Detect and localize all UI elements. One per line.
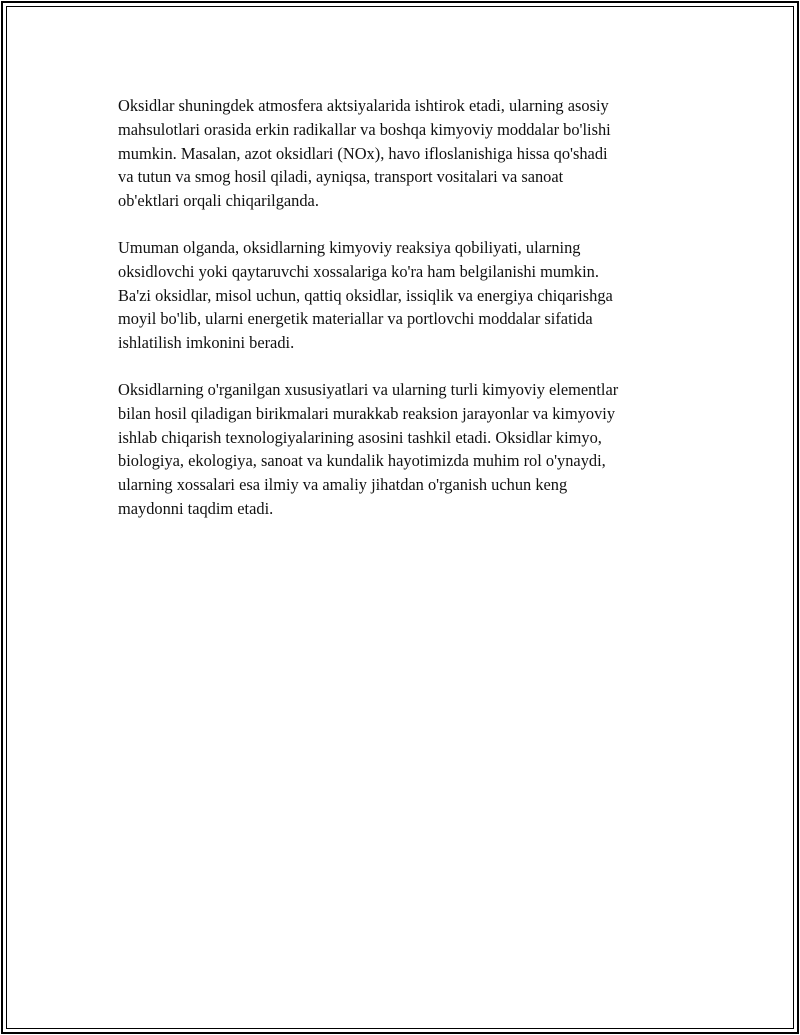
text-line: Oksidlarning o'rganilgan xususiyatlari va ularning turli kimyoviy elementlar <box>118 379 619 399</box>
paragraph-3 <box>118 378 698 521</box>
paragraph-2 <box>118 236 698 355</box>
text-line: moyil bo'lib, ularni energetik materiallar va portlovchi moddalar sifatida <box>118 309 593 329</box>
text-line: maydonni taqdim etadi. <box>118 498 274 518</box>
text-line: mahsulotlari orasida erkin radikallar va boshqa kimyoviy moddalar bo'lishi <box>118 119 611 139</box>
text-line: va tutun va smog hosil qiladi, ayniqsa, transport vositalari va sanoat <box>118 167 564 187</box>
text-line: Oksidlar shuningdek atmosfera aktsiyalarida ishtirok etadi, ularning asosiy <box>118 96 609 115</box>
text-line: Umuman olganda, oksidlarning kimyoviy reaksiya qobiliyati, ularning <box>118 237 581 257</box>
paragraph-1 <box>118 94 698 213</box>
text-line: mumkin. Masalan, azot oksidlari (NOx), havo ifloslanishiga hissa qo'shadi <box>118 143 608 163</box>
text-line: Ba'zi oksidlar, misol uchun, qattiq oksidlar, issiqlik va energiya chiqarishga <box>118 285 613 305</box>
text-line: ob'ektlari orqali chiqarilganda. <box>118 191 319 211</box>
text-line: ishlab chiqarish texnologiyalarining asosini tashkil etadi. Oksidlar kimyo, <box>118 427 602 447</box>
text-line: ishlatilish imkonini beradi. <box>118 333 295 353</box>
text-line: bilan hosil qiladigan birikmalari murakkab reaksion jarayonlar va kimyoviy <box>118 403 616 423</box>
text-line: ularning xossalari esa ilmiy va amaliy jihatdan o'rganish uchun keng <box>118 475 568 495</box>
text-line: biologiya, ekologiya, sanoat va kundalik hayotimizda muhim rol o'ynaydi, <box>118 451 606 471</box>
text-line: oksidlovchi yoki qaytaruvchi xossalariga ko'ra ham belgilanishi mumkin. <box>118 261 599 281</box>
document-body <box>118 94 698 544</box>
